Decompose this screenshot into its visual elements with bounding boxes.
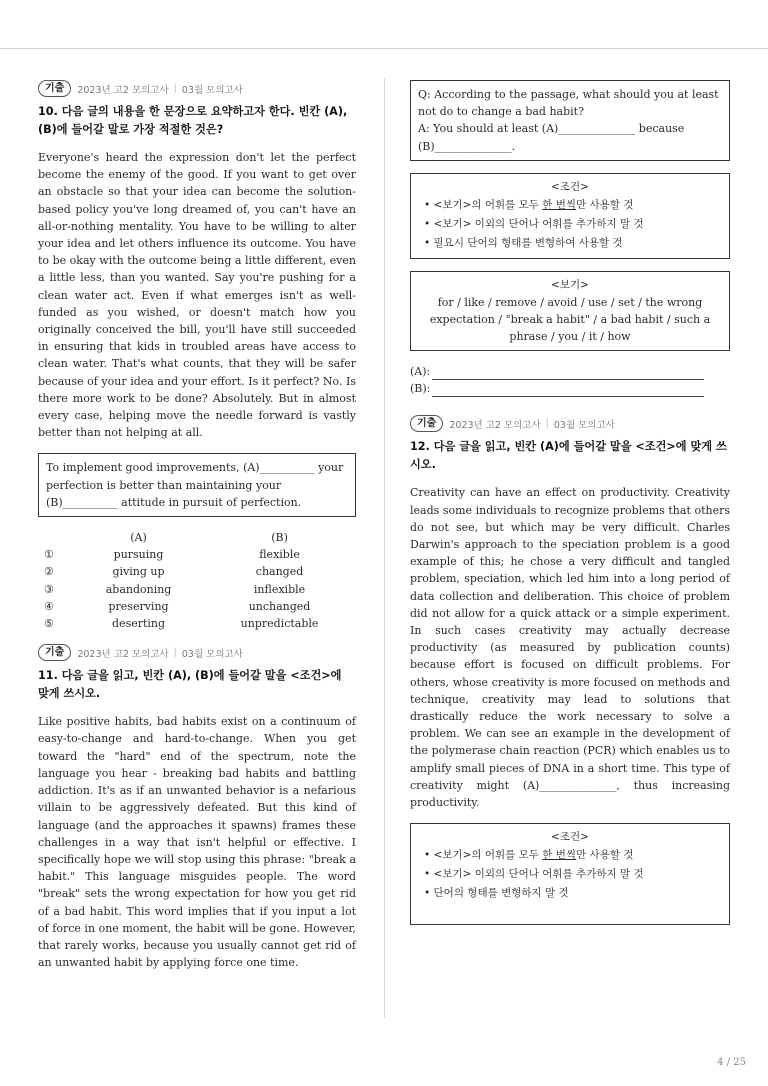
- question-source-tag: [38, 80, 356, 97]
- q11-title: 11. 다음 글을 읽고, 빈칸 (A), (B)에 들어갈 말을 <조건>에 맞게 쓰시오.: [38, 669, 342, 701]
- source-badge: 기출: [410, 415, 443, 432]
- q11-conditions-box: [410, 173, 730, 259]
- q11-bogi-box: [410, 271, 730, 352]
- q11-conditions-title: <조건>: [551, 180, 589, 193]
- column-divider: [384, 78, 385, 1018]
- q12-conditions-title: <조건>: [551, 831, 589, 844]
- question-source-tag: [38, 644, 356, 661]
- source-separator: |: [545, 418, 549, 430]
- source-exam: 03월 모의고사: [181, 648, 243, 660]
- condition-item: • 필요시 단어의 형태를 변형하여 사용할 것: [424, 234, 722, 253]
- choices-header-b: (B): [271, 531, 288, 545]
- choices-header-a: (A): [130, 531, 147, 545]
- source-exam: 03월 모의고사: [553, 419, 615, 431]
- choice-number: ⑤: [44, 617, 54, 631]
- source-exam: 03월 모의고사: [181, 84, 243, 96]
- q11-question-q: Q: According to the passage, what should you at least not do to change a bad habit?: [418, 88, 719, 119]
- q11-question-a: A: You should at least (A)______________ because (B)______________.: [418, 122, 685, 153]
- source-year: 2023년 고2 모의고사: [77, 648, 169, 660]
- header-rule: [0, 48, 768, 49]
- source-badge: 기출: [38, 80, 71, 97]
- choice-row[interactable]: [38, 581, 356, 598]
- condition-item: • 단어의 형태를 변형하지 말 것: [424, 884, 722, 903]
- choice-number: ①: [44, 548, 54, 562]
- choice-a: preserving: [108, 599, 169, 613]
- choice-a: giving up: [112, 565, 165, 579]
- choice-number: ②: [44, 565, 54, 579]
- answer-b-label: (B):: [410, 382, 431, 396]
- choice-number: ④: [44, 599, 54, 613]
- choice-b: unchanged: [248, 599, 311, 613]
- q10-summary-text: To implement good improvements, (A)__________ your perfection is better than maintaining your (B)__________ attitude in pursuit of perfection.: [46, 461, 344, 509]
- q10-choices: [38, 529, 356, 632]
- q10-title: 10. 다음 글의 내용을 한 문장으로 요약하고자 한다. 빈칸 (A), (B)에 들어갈 말로 가장 적절한 것은?: [38, 105, 348, 136]
- source-separator: |: [173, 83, 177, 94]
- choice-b: inflexible: [253, 582, 306, 596]
- answer-b-blank[interactable]: [432, 384, 704, 397]
- source-year: 2023년 고2 모의고사: [449, 419, 541, 431]
- condition-item: • <보기>의 어휘를 모두 한 번씩만 사용할 것: [424, 846, 722, 865]
- choice-a: abandoning: [105, 582, 172, 596]
- choices-header: [38, 529, 356, 546]
- choice-b: changed: [255, 565, 304, 579]
- source-separator: |: [173, 647, 177, 659]
- condition-item: • <보기>의 어휘를 모두 한 번씩만 사용할 것: [424, 196, 722, 215]
- source-badge: 기출: [38, 644, 71, 661]
- q11-bogi-title: <보기>: [551, 278, 589, 291]
- choice-number: ③: [44, 582, 54, 596]
- condition-item: • <보기> 이외의 단어나 어휘를 추가하지 말 것: [424, 215, 722, 234]
- q12-conditions-box: [410, 823, 730, 925]
- choice-a: deserting: [112, 617, 166, 631]
- condition-item: • <보기> 이외의 단어나 어휘를 추가하지 말 것: [424, 865, 722, 884]
- answer-a-blank[interactable]: [432, 367, 704, 380]
- choice-b: unpredictable: [240, 617, 319, 631]
- q11-passage: Like positive habits, bad habits exist on a continuum of easy-to-change and hard-to-change. When you get toward the "hard" end of the spectrum, note the language you hear - breaking bad habits and battling addiction. It's as if an unwanted behavior is a nefarious villain to be aggressively defeated. But this kind of language (and the approaches it spawns) frames these challenges in a way that isn't helpful or effective. I specifically hope we will stop using this phrase: "break a habit." This language misguides people. The word "break" sets the wrong expectation for how you get rid of a bad habit. This word implies that if you input a lot of force in one moment, the habit will be gone. However, that rarely works, because you usually cannot get rid of an unwanted habit by applying force one time.: [38, 715, 356, 970]
- choice-b: flexible: [259, 548, 300, 562]
- right-column: [410, 80, 730, 937]
- q11-answer-b[interactable]: [410, 380, 730, 397]
- q11-conditions-list: [418, 196, 722, 253]
- q11-bogi-text: for / like / remove / avoid / use / set / the wrong expectation / "break a habit" / a bad habit / such a phrase / you / it / how: [429, 295, 711, 344]
- source-year: 2023년 고2 모의고사: [77, 84, 169, 96]
- choice-row[interactable]: [38, 615, 356, 632]
- left-column: [38, 80, 356, 983]
- choice-a: pursuing: [113, 548, 164, 562]
- q11-answer-a[interactable]: [410, 363, 730, 380]
- q10-passage: Everyone's heard the expression don't let the perfect become the enemy of the good. If you want to get over an obstacle so that your idea can become the solution-based policy you've long dreamed of, you can't have an all-or-nothing mentality. You have to be willing to alter your idea and let others influence its outcome. You have to be okay with the outcome being a little different, even a little less, than you wanted. Say you're pushing for a clean water act. Even if what emerges isn't as well-funded as you wished, or doesn't match how you originally conceived the bill, you'll have still succeeded in ensuring that kids in troubled areas have access to clean water. That's what counts, that they will be safer because of your idea and your effort. Is it perfect? No. Is there more work to be done? Absolutely. But in almost every case, helping move the needle forward is vastly better than not helping at all.: [38, 151, 356, 440]
- choice-row[interactable]: [38, 598, 356, 615]
- answer-a-label: (A):: [410, 365, 431, 379]
- choice-row[interactable]: [38, 563, 356, 580]
- choice-row[interactable]: [38, 546, 356, 563]
- page-number: 4 / 25: [717, 1057, 746, 1068]
- q12-title: 12. 다음 글을 읽고, 빈칸 (A)에 들어갈 말을 <조건>에 맞게 쓰시오.: [410, 440, 727, 472]
- question-source-tag: [410, 415, 730, 432]
- q11-question-box: [410, 80, 730, 161]
- q12-passage: Creativity can have an effect on productivity. Creativity leads some individuals to recognize problems that others do not see, but which may be very difficult. Charles Darwin's approach to the speciation problem is a good example of this; he chose a very difficult and tangled problem, speciation, which led him into a long period of data collection and deliberation. This choice of problem did not allow for a quick attack or a simple experiment. In such cases creativity may actually decrease productivity (as measured by publication counts) because effort is focused on difficult problems. For others, whose creativity is more focused on methods and technique, creativity may lead to solutions that drastically reduce the work necessary to solve a problem. We can see an example in the development of the polymerase chain reaction (PCR) which enables us to amplify small pieces of DNA in a short time. This type of creativity might (A)______________, thus increasing productivity.: [410, 486, 730, 810]
- q12-conditions-list: [418, 846, 722, 903]
- q10-summary-box: [38, 453, 356, 517]
